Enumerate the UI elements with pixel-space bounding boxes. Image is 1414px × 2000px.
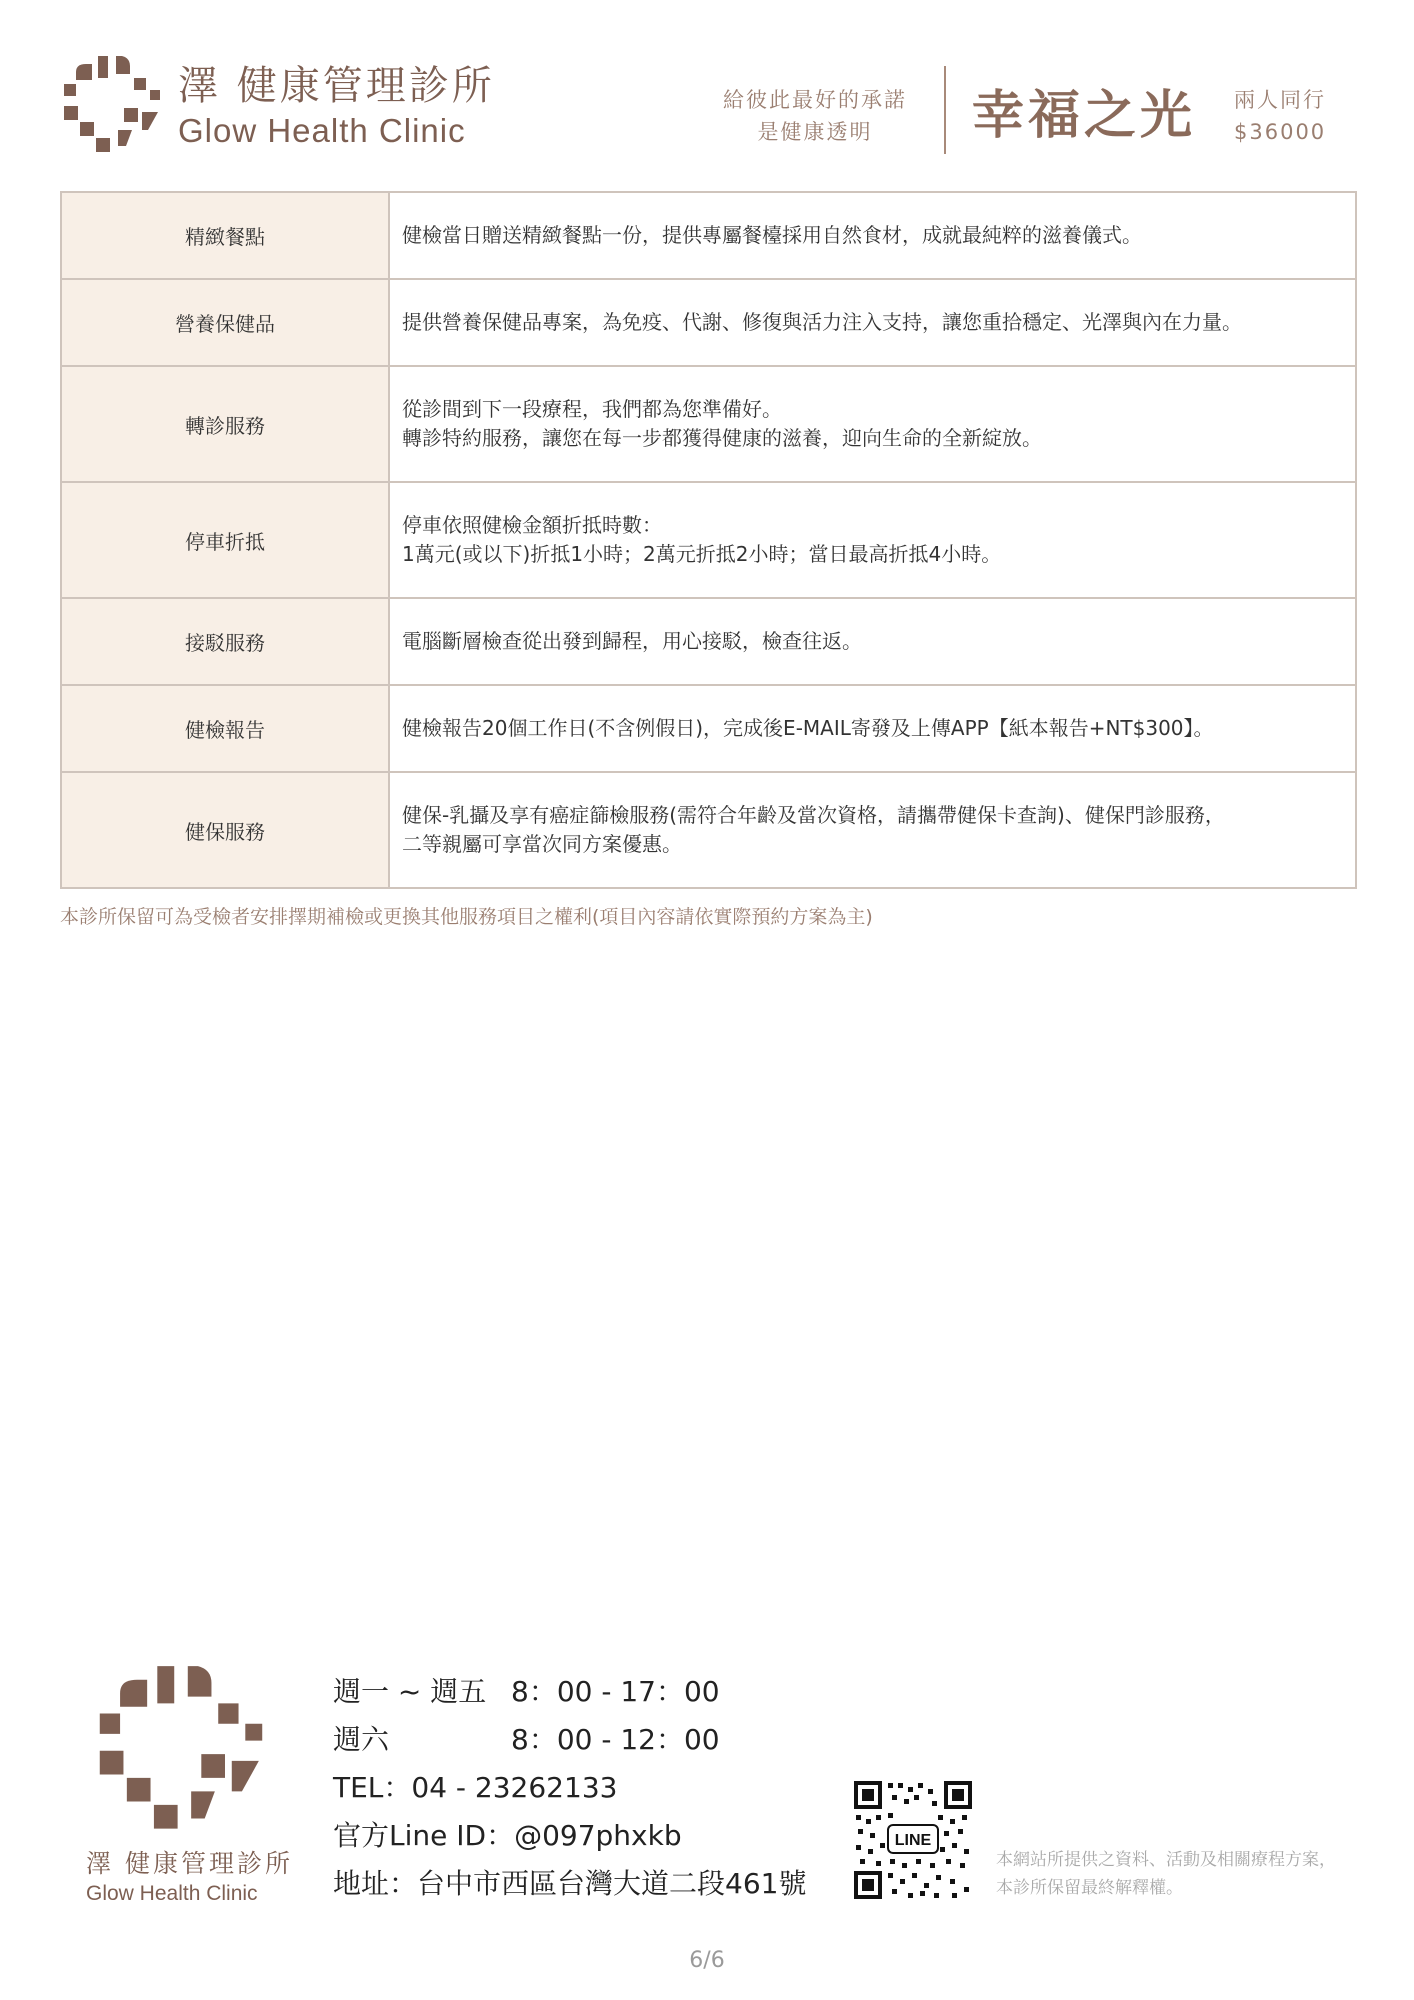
- brand-name-chinese: 澤 健康管理診所: [178, 63, 495, 109]
- footer-brand: [86, 1848, 293, 1908]
- hours-value: 8：00 - 12：00: [511, 1723, 720, 1756]
- service-description: [389, 192, 1356, 279]
- header-divider: [944, 66, 946, 154]
- line-id: 官方Line ID：@097phxkb: [333, 1819, 682, 1852]
- service-table: [60, 191, 1357, 889]
- service-category: 健保服務: [61, 772, 389, 888]
- service-description: [389, 685, 1356, 772]
- plan-type: 兩人同行: [1234, 88, 1326, 112]
- qr-label: LINE: [894, 1832, 932, 1849]
- description-line: 健保-乳攝及享有癌症篩檢服務(需符合年齡及當次資格，請攜帶健保卡查詢)、健保門診服務，: [402, 803, 1225, 827]
- address: 地址：台中市西區台灣大道二段461號: [333, 1867, 807, 1900]
- slogan: [700, 84, 930, 148]
- brand-name-english: Glow Health Clinic: [178, 112, 466, 149]
- line-qr-code-icon[interactable]: [852, 1779, 974, 1901]
- plan-price: $36000: [1234, 120, 1327, 144]
- disclaimer: [996, 1846, 1336, 1902]
- service-category: 轉診服務: [61, 366, 389, 482]
- table-row: [61, 482, 1356, 598]
- slogan-line: 是健康透明: [757, 120, 873, 144]
- table-row: [61, 772, 1356, 888]
- hours-saturday: [333, 1716, 806, 1764]
- description-line: 二等親屬可享當次同方案優惠。: [402, 832, 682, 856]
- description-line: 健檢報告20個工作日(不含例假日)，完成後E-MAIL寄發及上傳APP【紙本報告+NT$300】。: [402, 716, 1214, 740]
- clinic-logo-icon: [62, 50, 162, 154]
- table-row: [61, 685, 1356, 772]
- brand: [178, 62, 495, 152]
- phone-number: TEL：04 - 23262133: [333, 1771, 618, 1804]
- service-note: 本診所保留可為受檢者安排擇期補檢或更換其他服務項目之權利(項目內容請依實際預約方案為主): [60, 906, 873, 928]
- service-description: [389, 482, 1356, 598]
- description-line: 1萬元(或以下)折抵1小時；2萬元折抵2小時；當日最高折抵4小時。: [402, 542, 1002, 566]
- footer-brand-english: Glow Health Clinic: [86, 1882, 258, 1905]
- description-line: 轉診特約服務，讓您在每一步都獲得健康的滋養，迎向生命的全新綻放。: [402, 426, 1042, 450]
- hours-weekday: [333, 1668, 806, 1716]
- disclaimer-line: 本網站所提供之資料、活動及相關療程方案，: [996, 1850, 1336, 1870]
- footer-brand-chinese: 澤 健康管理診所: [86, 1849, 293, 1878]
- plan-meta: [1234, 84, 1326, 148]
- description-line: 健檢當日贈送精緻餐點一份，提供專屬餐檯採用自然食材，成就最純粹的滋養儀式。: [402, 223, 1142, 247]
- service-description: [389, 279, 1356, 366]
- hours-label: 週一 ~ 週五: [333, 1675, 487, 1708]
- plan-name: 幸福之光: [972, 86, 1197, 146]
- contact-info: [333, 1668, 806, 1908]
- description-line: 提供營養保健品專案，為免疫、代謝、修復與活力注入支持，讓您重拾穩定、光澤與內在力量。: [402, 310, 1242, 334]
- disclaimer-line: 本診所保留最終解釋權。: [996, 1878, 1183, 1898]
- page-number: 6/6: [689, 1948, 725, 1973]
- service-description: [389, 366, 1356, 482]
- service-category: 營養保健品: [61, 279, 389, 366]
- clinic-logo-icon: [96, 1656, 266, 1832]
- hours-label: 週六: [333, 1723, 390, 1756]
- description-line: 停車依照健檢金額折抵時數：: [402, 513, 662, 537]
- table-row: [61, 192, 1356, 279]
- service-category: 停車折抵: [61, 482, 389, 598]
- hours-value: 8：00 - 17：00: [511, 1675, 720, 1708]
- table-row: [61, 279, 1356, 366]
- service-category: 精緻餐點: [61, 192, 389, 279]
- description-line: 電腦斷層檢查從出發到歸程，用心接駁，檢查往返。: [402, 629, 862, 653]
- description-line: 從診間到下一段療程，我們都為您準備好。: [402, 397, 782, 421]
- table-row: [61, 598, 1356, 685]
- service-description: [389, 598, 1356, 685]
- service-category: 接駁服務: [61, 598, 389, 685]
- table-row: [61, 366, 1356, 482]
- slogan-line: 給彼此最好的承諾: [723, 88, 907, 112]
- service-category: 健檢報告: [61, 685, 389, 772]
- service-description: [389, 772, 1356, 888]
